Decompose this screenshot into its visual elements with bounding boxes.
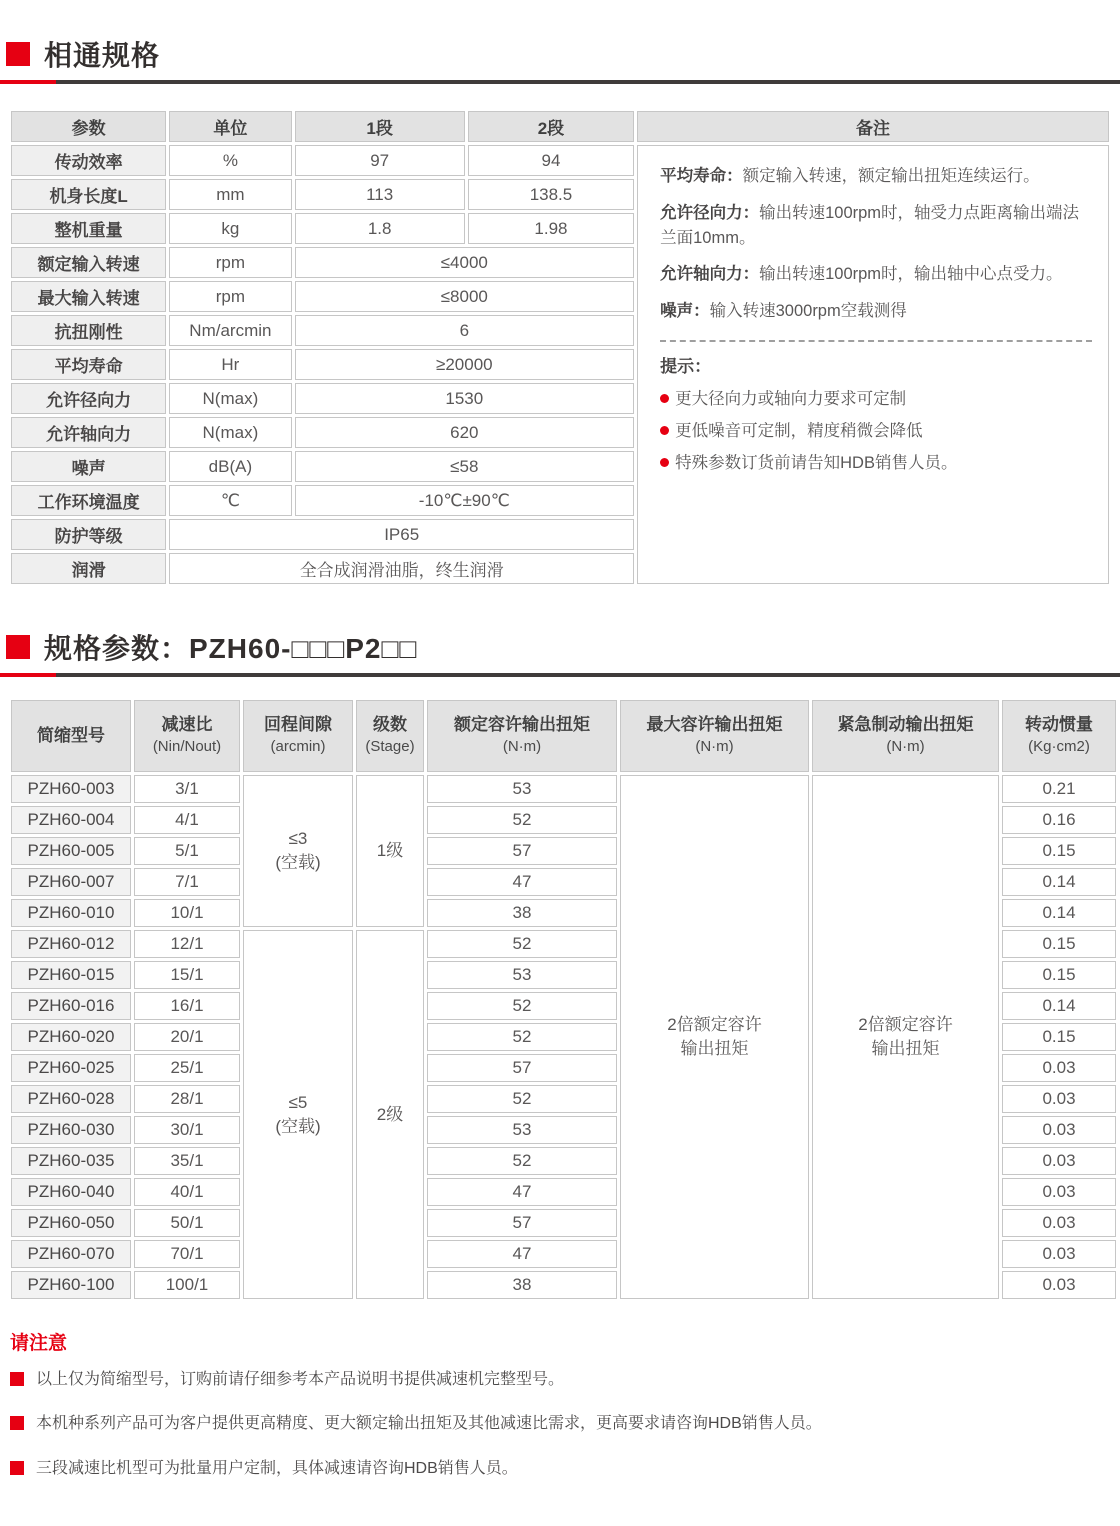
model-cell: PZH60-100	[11, 1271, 131, 1299]
inertia-cell: 0.03	[1002, 1271, 1116, 1299]
col-header-rated-torque: 额定容许输出扭矩 (N·m)	[427, 700, 617, 772]
rated-torque-cell: 57	[427, 1209, 617, 1237]
common-table-header-row	[11, 111, 1109, 142]
rated-torque-cell: 52	[427, 1147, 617, 1175]
param-label: 整机重量	[11, 213, 166, 244]
remark-cell	[637, 145, 1109, 584]
spec-row-PZH60-003	[11, 775, 1116, 803]
model-cell: PZH60-010	[11, 899, 131, 927]
span-value: ≤8000	[295, 281, 635, 312]
col-header-unit: 单位	[169, 111, 291, 142]
col-header-param: 参数	[11, 111, 166, 142]
rated-torque-cell: 52	[427, 806, 617, 834]
inertia-cell: 0.14	[1002, 868, 1116, 896]
notice-title: 请注意	[10, 1333, 68, 1354]
rated-torque-cell: 38	[427, 1271, 617, 1299]
param-label: 噪声	[11, 451, 166, 482]
wide-value: 全合成润滑油脂，终生润滑	[169, 553, 634, 584]
backlash-cell	[243, 775, 353, 927]
bullet-dot-icon	[660, 426, 669, 435]
inertia-cell: 0.03	[1002, 1085, 1116, 1113]
ratio-cell: 50/1	[134, 1209, 240, 1237]
tip-text: 特殊参数订货前请告知HDB销售人员。	[675, 453, 958, 472]
seg1-value: 97	[295, 145, 465, 176]
remark-paragraph	[660, 262, 1092, 287]
ratio-cell: 15/1	[134, 961, 240, 989]
span-line: ≤3	[288, 829, 308, 849]
tip-text: 更低噪音可定制，精度稍微会降低	[675, 422, 923, 440]
unit-value: N(max)	[169, 417, 291, 448]
ratio-cell: 25/1	[134, 1054, 240, 1082]
stage-cell: 2级	[356, 930, 424, 1299]
backlash-cell	[243, 930, 353, 1299]
inertia-cell: 0.15	[1002, 961, 1116, 989]
notice-item	[10, 1369, 1112, 1391]
bullet-square-icon	[10, 1416, 24, 1430]
span-value: ≤58	[295, 451, 635, 482]
rated-torque-cell: 57	[427, 1054, 617, 1082]
model-cell: PZH60-020	[11, 1023, 131, 1051]
col-header-stage: 级数 (Stage)	[356, 700, 424, 772]
inertia-cell: 0.03	[1002, 1116, 1116, 1144]
span-line: 2倍额定容许	[667, 1015, 762, 1035]
remark-paragraph	[660, 201, 1092, 251]
ratio-cell: 12/1	[134, 930, 240, 958]
param-label: 机身长度L	[11, 179, 166, 210]
seg1-value: 1.8	[295, 213, 465, 244]
remark-label: 平均寿命：	[660, 167, 743, 185]
notice-item	[10, 1413, 1112, 1435]
ratio-cell: 5/1	[134, 837, 240, 865]
tip-text: 更大径向力或轴向力要求可定制	[675, 390, 907, 409]
bullet-dot-icon	[660, 458, 669, 467]
notice-text: 以上仅为简缩型号，订购前请仔细参考本产品说明书提供减速机完整型号。	[36, 1371, 565, 1388]
dashed-divider	[660, 340, 1092, 342]
remark-text: 输出转速100rpm时，输出轴中心点受力。	[759, 265, 1063, 284]
rated-torque-cell: 38	[427, 899, 617, 927]
unit-value: rpm	[169, 281, 291, 312]
col-header-seg2: 2段	[468, 111, 634, 142]
rated-torque-cell: 57	[427, 837, 617, 865]
unit-value: kg	[169, 213, 291, 244]
remark-label: 噪声：	[660, 302, 710, 320]
rated-torque-cell: 52	[427, 992, 617, 1020]
span-value: 1530	[295, 383, 635, 414]
remark-label: 允许径向力：	[660, 203, 760, 222]
unit-value: Hr	[169, 349, 291, 380]
bullet-square-icon	[10, 1461, 24, 1475]
ratio-cell: 30/1	[134, 1116, 240, 1144]
param-label: 工作环境温度	[11, 485, 166, 516]
model-cell: PZH60-030	[11, 1116, 131, 1144]
notice-item	[10, 1458, 1112, 1480]
inertia-cell: 0.15	[1002, 837, 1116, 865]
section-bullet-icon	[6, 635, 30, 659]
unit-value: mm	[169, 179, 291, 210]
section-bullet-icon	[6, 42, 30, 66]
tip-item	[660, 419, 1092, 444]
span-value: ≥20000	[295, 349, 635, 380]
model-cell: PZH60-040	[11, 1178, 131, 1206]
section2-header	[6, 627, 1112, 667]
col-header-seg1: 1段	[295, 111, 465, 142]
tips-title: 提示：	[660, 356, 712, 376]
notice-section	[8, 1328, 1112, 1480]
model-cell: PZH60-035	[11, 1147, 131, 1175]
span-value: ≤4000	[295, 247, 635, 278]
ratio-cell: 100/1	[134, 1271, 240, 1299]
model-cell: PZH60-004	[11, 806, 131, 834]
inertia-cell: 0.15	[1002, 930, 1116, 958]
unit-value: ℃	[169, 485, 291, 516]
remark-text: 额定输入转速，额定输出扭矩连续运行。	[742, 167, 1040, 185]
row-efficiency	[11, 145, 1109, 176]
seg2-value: 138.5	[468, 179, 634, 210]
param-label: 最大输入转速	[11, 281, 166, 312]
model-cell: PZH60-016	[11, 992, 131, 1020]
remark-paragraph	[660, 164, 1092, 189]
section1-underline	[0, 80, 1120, 84]
rated-torque-cell: 53	[427, 961, 617, 989]
remark-paragraph	[660, 299, 1092, 324]
rated-torque-cell: 52	[427, 1085, 617, 1113]
remark-text: 输入转速3000rpm空载测得	[709, 302, 907, 320]
ratio-cell: 3/1	[134, 775, 240, 803]
section2-title: 规格参数：PZH60-□□□P2□□	[44, 633, 418, 664]
rated-torque-cell: 47	[427, 1240, 617, 1268]
inertia-cell: 0.14	[1002, 992, 1116, 1020]
inertia-cell: 0.21	[1002, 775, 1116, 803]
span-line: 2倍额定容许	[858, 1015, 953, 1035]
seg2-value: 94	[468, 145, 634, 176]
rated-torque-cell: 52	[427, 1023, 617, 1051]
param-label: 润滑	[11, 553, 166, 584]
unit-value: Nm/arcmin	[169, 315, 291, 346]
span-line: ≤5	[288, 1092, 308, 1112]
bullet-square-icon	[10, 1372, 24, 1386]
model-spec-table	[8, 697, 1119, 1302]
tip-item	[660, 387, 1092, 412]
inertia-cell: 0.03	[1002, 1178, 1116, 1206]
ratio-cell: 35/1	[134, 1147, 240, 1175]
span-line: 输出扭矩	[871, 1039, 940, 1058]
inertia-cell: 0.15	[1002, 1023, 1116, 1051]
param-label: 允许轴向力	[11, 417, 166, 448]
section2-underline	[0, 673, 1120, 677]
inertia-cell: 0.14	[1002, 899, 1116, 927]
model-cell: PZH60-015	[11, 961, 131, 989]
seg2-value: 1.98	[468, 213, 634, 244]
notice-text: 三段减速比机型可为批量用户定制，具体减速请咨询HDB销售人员。	[36, 1459, 518, 1477]
model-cell: PZH60-012	[11, 930, 131, 958]
param-label: 额定输入转速	[11, 247, 166, 278]
span-value: 620	[295, 417, 635, 448]
inertia-cell: 0.03	[1002, 1147, 1116, 1175]
span-value: -10℃±90℃	[295, 485, 635, 516]
bullet-dot-icon	[660, 394, 669, 403]
model-cell: PZH60-007	[11, 868, 131, 896]
param-label: 允许径向力	[11, 383, 166, 414]
model-cell: PZH60-070	[11, 1240, 131, 1268]
spec-table-body	[11, 775, 1116, 1299]
common-spec-table	[8, 108, 1112, 587]
spec-table-header-row	[11, 700, 1116, 772]
unit-value: rpm	[169, 247, 291, 278]
col-header-backlash: 回程间隙 (arcmin)	[243, 700, 353, 772]
rated-torque-cell: 47	[427, 868, 617, 896]
param-label: 抗扭刚性	[11, 315, 166, 346]
col-header-brake-torque: 紧急制动输出扭矩 (N·m)	[812, 700, 999, 772]
col-header-inertia: 转动惯量 (Kg·cm2)	[1002, 700, 1116, 772]
ratio-cell: 70/1	[134, 1240, 240, 1268]
model-cell: PZH60-025	[11, 1054, 131, 1082]
unit-value: %	[169, 145, 291, 176]
col-header-max-torque: 最大容许输出扭矩 (N·m)	[620, 700, 809, 772]
tip-item	[660, 451, 1092, 476]
span-value: 6	[295, 315, 635, 346]
inertia-cell: 0.16	[1002, 806, 1116, 834]
ratio-cell: 10/1	[134, 899, 240, 927]
ratio-cell: 20/1	[134, 1023, 240, 1051]
unit-value: dB(A)	[169, 451, 291, 482]
stage-cell: 1级	[356, 775, 424, 927]
ratio-cell: 28/1	[134, 1085, 240, 1113]
param-label: 传动效率	[11, 145, 166, 176]
span-line: (空载)	[275, 853, 321, 872]
ratio-cell: 7/1	[134, 868, 240, 896]
rated-torque-cell: 53	[427, 1116, 617, 1144]
section1-header	[6, 34, 1112, 74]
span-line: 输出扭矩	[680, 1039, 749, 1058]
inertia-cell: 0.03	[1002, 1209, 1116, 1237]
param-label: 防护等级	[11, 519, 166, 550]
inertia-cell: 0.03	[1002, 1054, 1116, 1082]
ratio-cell: 4/1	[134, 806, 240, 834]
span-line: (空载)	[275, 1116, 321, 1136]
ratio-cell: 40/1	[134, 1178, 240, 1206]
model-cell: PZH60-050	[11, 1209, 131, 1237]
seg1-value: 113	[295, 179, 465, 210]
col-header-remark: 备注	[637, 111, 1109, 142]
remark-text: 输出转速100rpm时，轴受力点距离输出端法兰面10mm。	[660, 203, 1080, 247]
notice-text: 本机种系列产品可为客户提供更高精度、更大额定输出扭矩及其他减速比需求，更高要求请咨询HDB销售人员。	[36, 1415, 822, 1433]
col-header-ratio: 减速比 (Nin/Nout)	[134, 700, 240, 772]
col-header-model: 简缩型号	[11, 700, 131, 772]
inertia-cell: 0.03	[1002, 1240, 1116, 1268]
model-cell: PZH60-003	[11, 775, 131, 803]
wide-value: IP65	[169, 519, 634, 550]
remark-label: 允许轴向力：	[660, 265, 760, 284]
brake-torque-span-cell	[812, 775, 999, 1299]
unit-value: N(max)	[169, 383, 291, 414]
rated-torque-cell: 47	[427, 1178, 617, 1206]
section1-title: 相通规格	[44, 40, 161, 71]
max-torque-span-cell	[620, 775, 809, 1299]
rated-torque-cell: 53	[427, 775, 617, 803]
param-label: 平均寿命	[11, 349, 166, 380]
model-cell: PZH60-028	[11, 1085, 131, 1113]
model-cell: PZH60-005	[11, 837, 131, 865]
ratio-cell: 16/1	[134, 992, 240, 1020]
rated-torque-cell: 52	[427, 930, 617, 958]
